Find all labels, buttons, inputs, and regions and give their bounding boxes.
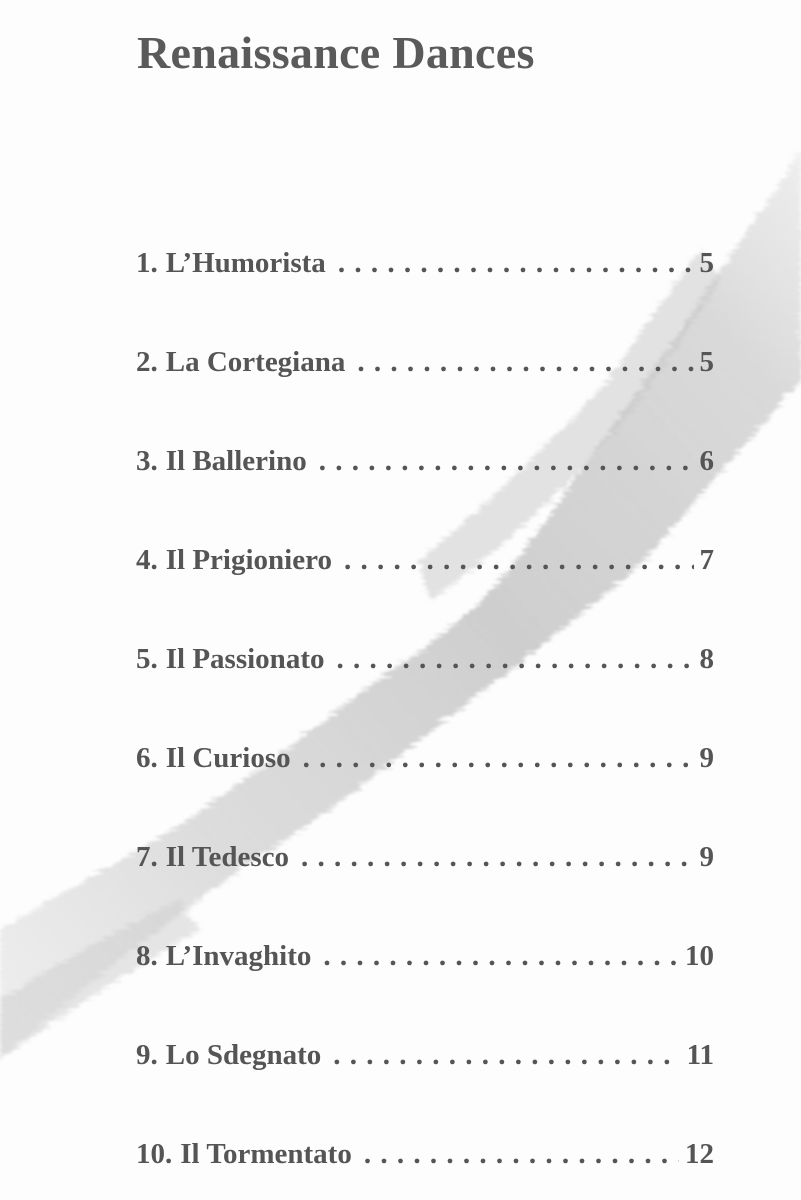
entry-page-number: 10 bbox=[685, 940, 714, 972]
dot-leader bbox=[344, 533, 694, 587]
toc-entry bbox=[136, 929, 714, 1028]
entry-title: Il Tedesco bbox=[165, 841, 290, 873]
entry-page-number: 9 bbox=[699, 742, 714, 774]
entry-page-number: 5 bbox=[699, 247, 714, 279]
entry-number: 6. bbox=[136, 742, 158, 774]
dot-leader bbox=[364, 1127, 679, 1181]
toc-entry bbox=[136, 1028, 714, 1127]
entry-title: L’Humorista bbox=[165, 247, 326, 279]
page-title: Renaissance Dances bbox=[137, 27, 535, 78]
dot-leader bbox=[336, 632, 693, 686]
entry-number: 3. bbox=[136, 445, 158, 477]
entry-title: L’Invaghito bbox=[165, 940, 312, 972]
entry-title: Lo Sdegnato bbox=[165, 1039, 322, 1071]
dot-leader bbox=[323, 929, 679, 983]
entry-number: 9. bbox=[136, 1039, 158, 1071]
entry-number: 5. bbox=[136, 643, 158, 675]
entry-title: Il Ballerino bbox=[165, 445, 307, 477]
dot-leader bbox=[319, 434, 694, 488]
entry-number: 1. bbox=[136, 247, 158, 279]
toc-entry bbox=[136, 236, 714, 335]
entry-number: 10. bbox=[136, 1138, 173, 1170]
entry-number: 8. bbox=[136, 940, 158, 972]
entry-page-number: 6 bbox=[699, 445, 714, 477]
toc-entry bbox=[136, 830, 714, 929]
toc-entry bbox=[136, 335, 714, 434]
toc-entry bbox=[136, 632, 714, 731]
entry-title: La Cortegiana bbox=[165, 346, 346, 378]
entry-page-number: 5 bbox=[699, 346, 714, 378]
dot-leader bbox=[338, 236, 694, 290]
entry-page-number: 8 bbox=[699, 643, 714, 675]
dot-leader bbox=[333, 1028, 680, 1082]
entry-number: 2. bbox=[136, 346, 158, 378]
dot-leader bbox=[303, 731, 694, 785]
toc-entry bbox=[136, 533, 714, 632]
dot-leader bbox=[357, 335, 693, 389]
entry-page-number: 9 bbox=[699, 841, 714, 873]
entry-page-number: 12 bbox=[685, 1138, 714, 1170]
entry-title: Il Passionato bbox=[165, 643, 325, 675]
toc-entry bbox=[136, 434, 714, 533]
entry-title: Il Curioso bbox=[165, 742, 291, 774]
entry-page-number: 11 bbox=[686, 1039, 714, 1071]
entry-title: Il Prigioniero bbox=[165, 544, 332, 576]
toc-entry bbox=[136, 731, 714, 830]
entry-number: 7. bbox=[136, 841, 158, 873]
entry-page-number: 7 bbox=[699, 544, 714, 576]
entry-number: 4. bbox=[136, 544, 158, 576]
dot-leader bbox=[301, 830, 693, 884]
table-of-contents bbox=[136, 236, 714, 1200]
toc-entry bbox=[136, 1127, 714, 1200]
entry-title: Il Tormentato bbox=[180, 1138, 352, 1170]
